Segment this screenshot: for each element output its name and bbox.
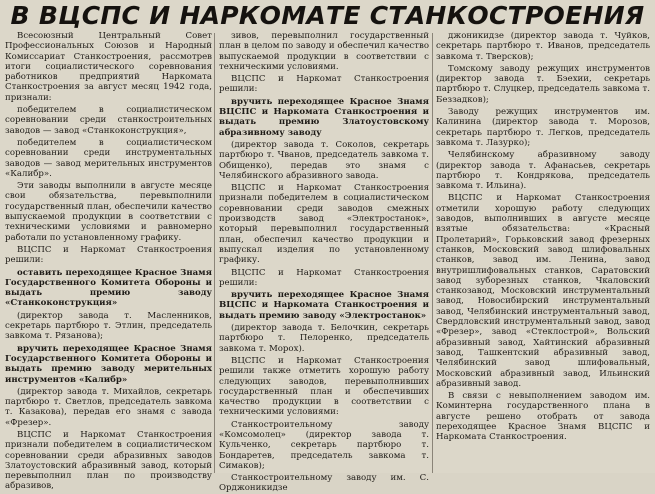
decision-paragraph: оставить переходящее Красное Знамя Государственного Комитета Обороны и выдать премию заводу «Станкоконструкция»: [5, 267, 212, 309]
paragraph: ВЦСПС и Наркомат Станкостроения решили также отметить хорошую работу следующих заводов, перевыполнивших государственный план и обеспечивших качество продукции в соответствии с техническими условиями:: [219, 355, 429, 418]
paragraph: ВЦСПС и Наркомат Станкостроения решили:: [219, 267, 429, 288]
column-divider: [432, 33, 433, 473]
paragraph: ВЦСПС и Наркомат Станкостроения решили:: [219, 74, 429, 95]
headline: В ВЦСПС И НАРКОМАТЕ СТАНКОСТРОЕНИЯ: [10, 1, 645, 30]
paragraph: Челябинскому абразивному заводу (директор завода т. Афанасьев, секретарь партбюро т. Кондрякова, председатель завкома т. Ильина).: [436, 150, 650, 192]
decision-paragraph: вручить переходящее Красное Знамя ВЦСПС и Наркомата Станкостроения и выдать премию заводу «Электростанок»: [219, 290, 429, 321]
paragraph: Станкостроительному заводу им. С. Орджоникидзе: [219, 473, 429, 494]
paragraph: Станкостроительному заводу «Комсомолец» (директор завода т. Кульченко, секретарь партбюро т. Бондаретев, председатель завкома т. Симаков);: [219, 419, 429, 471]
paragraph: Всесоюзный Центральный Совет Профессиональных Союзов и Народный Комиссариат Станкостроения, рассмотрев итоги социалистического соревнования работников предприятий Наркомата Станкостроения за август месяц 1942 года, признали:: [5, 31, 212, 103]
decision-paragraph: вручить переходящее Красное Знамя Государственного Комитета Обороны и выдать премию заводу мерительных инструментов «Калибр»: [5, 343, 212, 385]
article-column-1: [5, 31, 212, 492]
paragraph: Томскому заводу режущих инструментов (директор завода т. Бэехии, секретарь партбюро т. Слуцкер, председатель завкома т. Беззадков);: [436, 63, 650, 105]
article-column-2: [219, 31, 429, 494]
paragraph: В связи с невыполнением заводом им. Коминтерна государственного плана в августе решено отобрать от завода переходящее Красное Знамя ВЦСПС и Наркомата Станкостроения.: [436, 391, 650, 443]
paragraph: победителем в социалистическом соревновании среди станкостроительных заводов — завод «Станкоконструкция»,: [5, 105, 212, 136]
paragraph: Заводу режущих инструментов им. Калинина (директор завода т. Морозов, секретарь партбюро т. Легков, председатель завкома т. Лазурко);: [436, 107, 650, 148]
paragraph: ВЦСПС и Наркомат Станкостроения признали победителем в социалистическом соревновании среди абразивных заводов Златоустовский абразивный завод, который перевыполнил план по производству абразивов,: [5, 429, 212, 492]
article-column-3: [436, 31, 650, 473]
paragraph: ВЦСПС и Наркомат Станкостроения отметили хорошую работу следующих заводов, выполнивших в августе месяце взятые обязательства: «Красный Пролетарий», Горьковский завод фрезерных станков, Московский завод шлифовальных станков, завод им. Ленина, завод внутришлифовальных станков, Саратовский завод зуборезных станков, Чкаловский станкозавод, Московский инструментальный завод, Новосибирский инструментальный завод, Челябинский инструментальный завод, Свердловский инструментальный завод, завод «Фрезер», завод «Стеклострой», Вольский абразивный завод, Хайтинский абразивный завод, Ташкентский абразивный завод, Челябинский завод шлифовальный, Московский абразивный завод, Ильинский абразивный завод.: [436, 193, 650, 389]
paragraph: ВЦСПС и Наркомат Станкостроения признали победителем в социалистическом соревновании среди заводов смежных производств завод «Электростанок», который перевыполнил государственный план, обеспечил качество продукции и выпускал изделия по установленному графику.: [219, 183, 429, 266]
paragraph: Эти заводы выполнили в августе месяце свои обязательства, перевыполнили государственный план, обеспечили качество выпускаемой продукции в соответствии с техническими условиями и равномерно работали по установленному графику.: [5, 181, 212, 243]
paragraph: (директор завода т. Соколов, секретарь партбюро т. Чванов, председатель завкома т. Обищенко), передав это знамя с Челябинского абразивного завода.: [219, 139, 429, 181]
paragraph: (директор завода т. Белочкин, секретарь партбюро т. Пелоренко, председатель завкома т. Морох).: [219, 323, 429, 354]
paragraph: ВЦСПС и Наркомат Станкостроения решили:: [5, 244, 212, 266]
decision-paragraph: вручить переходящее Красное Знамя ВЦСПС и Наркомата Станкостроения и выдать премию Златоустовскому абразивному заводу: [219, 96, 429, 138]
paragraph: победителем в социалистическом соревновании среди инструментальных заводов — завод мерительных инструментов «Калибр».: [5, 137, 212, 179]
paragraph: (директор завода т. Масленников, секретарь партбюро т. Этлин, председатель завкома т. Рязанова);: [5, 310, 212, 342]
paragraph: джоникидзе (директор завода т. Чуйков, секретарь партбюро т. Иванов, председатель завкома т. Тверсков);: [436, 31, 650, 62]
column-divider: [214, 33, 215, 473]
paragraph: зивов, перевыполнил государственный план в целом по заводу и обеспечил качество выпускаемой продукции в соответствии с техническими условиями.: [219, 31, 429, 72]
paragraph: (директор завода т. Михайлов, секретарь партбюро т. Светлов, председатель завкома т. Казакова), передав его знамя с завода «Фрезер».: [5, 386, 212, 428]
